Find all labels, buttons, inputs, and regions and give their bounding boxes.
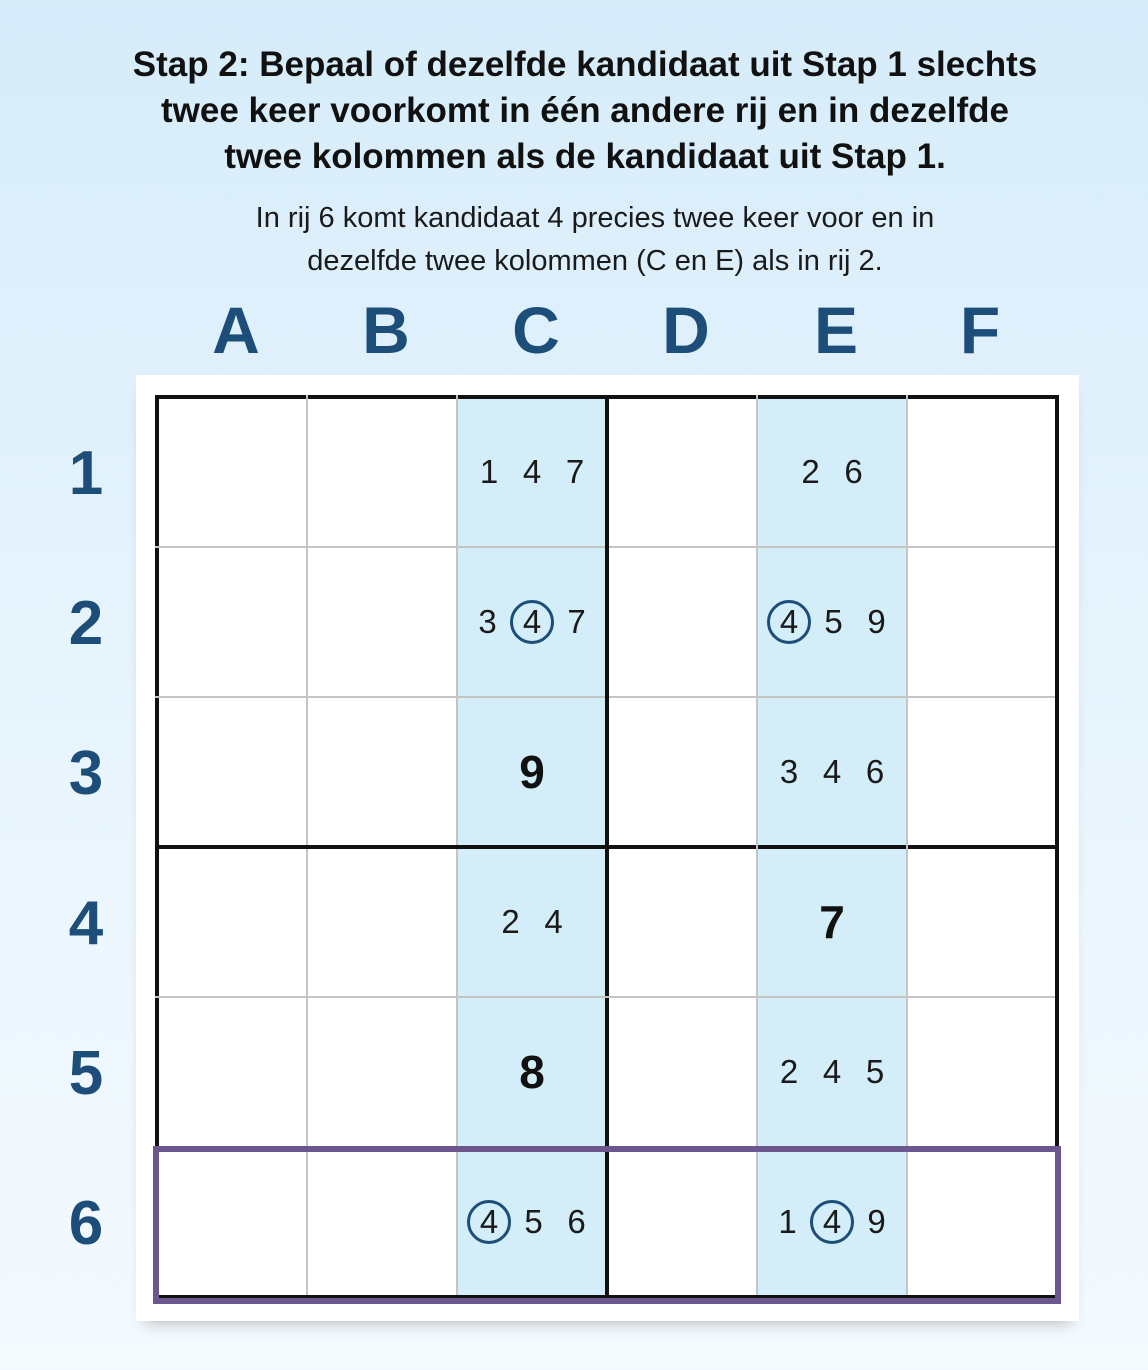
candidate: 7: [567, 603, 586, 640]
cell-e4[interactable]: [757, 847, 907, 997]
row-label-6: 6: [68, 1189, 104, 1258]
cell-d5[interactable]: [607, 997, 757, 1147]
given-digit: 8: [519, 1046, 545, 1098]
row-label-2: 2: [68, 589, 104, 658]
cell-b4[interactable]: [307, 847, 457, 997]
candidate: 5: [865, 1053, 885, 1090]
cell-d4[interactable]: [607, 847, 757, 997]
candidate: 4: [544, 903, 563, 940]
row-label-1: 1: [68, 439, 104, 508]
candidate-list: [468, 453, 597, 491]
row-6-highlight-frame: [153, 1146, 1061, 1304]
candidate: 4: [822, 753, 842, 790]
cell-e3[interactable]: [757, 697, 907, 847]
cell-a3[interactable]: [157, 697, 307, 847]
circled-candidate: 4: [467, 1200, 511, 1244]
box-border-horizontal: [155, 845, 1059, 849]
row-label-5: 5: [68, 1039, 104, 1108]
grid-line-horizontal: [155, 996, 1059, 998]
candidate: 9: [867, 1203, 886, 1240]
page-title: [40, 42, 1130, 180]
cell-f3[interactable]: [907, 697, 1057, 847]
cell-d1[interactable]: [607, 397, 757, 547]
explanation-line-1: In rij 6 komt kandidaat 4 precies twee keer voor en in: [255, 202, 935, 234]
candidate-list: [768, 1053, 897, 1091]
column-label-f: F: [959, 293, 1001, 367]
candidate: 2: [779, 1053, 799, 1090]
candidate: 6: [865, 753, 885, 790]
candidate: 5: [524, 1203, 543, 1240]
candidate: 7: [565, 453, 585, 490]
candidate: 1: [479, 453, 499, 490]
row-label-4: 4: [68, 889, 104, 958]
candidate: 2: [501, 903, 520, 940]
cell-a4[interactable]: [157, 847, 307, 997]
cell-c4[interactable]: [457, 847, 607, 997]
cell-f5[interactable]: [907, 997, 1057, 1147]
candidate: 3: [478, 603, 497, 640]
cell-c3[interactable]: [457, 697, 607, 847]
cell-a5[interactable]: [157, 997, 307, 1147]
given-digit: 9: [519, 746, 545, 798]
cell-b3[interactable]: [307, 697, 457, 847]
candidate: 9: [867, 603, 886, 640]
candidate: 6: [567, 1203, 586, 1240]
column-label-a: A: [212, 293, 260, 367]
candidate: 5: [824, 603, 843, 640]
title-line-1: Stap 2: Bepaal of dezelfde kandidaat uit Stap 1 slechts: [132, 45, 1038, 84]
cell-a2[interactable]: [157, 547, 307, 697]
cell-f2[interactable]: [907, 547, 1057, 697]
cell-c2[interactable]: [457, 547, 607, 697]
title-line-2: twee keer voorkomt in één andere rij en in dezelfde: [160, 91, 1010, 130]
title-line-3: twee kolommen als de kandidaat uit Stap 1.: [224, 137, 946, 176]
column-label-e: E: [813, 293, 859, 367]
candidate-list: [768, 753, 897, 791]
column-label-b: B: [362, 293, 410, 367]
candidate-list: [489, 903, 575, 941]
candidate-list: [789, 453, 875, 491]
cell-c5[interactable]: [457, 997, 607, 1147]
candidate: 2: [801, 453, 820, 490]
explanation-text: [40, 197, 1148, 283]
cell-b1[interactable]: [307, 397, 457, 547]
candidate: 3: [779, 753, 799, 790]
candidate: 6: [844, 453, 863, 490]
row-label-3: 3: [68, 739, 104, 808]
column-label-c: C: [512, 293, 560, 367]
candidate-list: [766, 600, 898, 644]
candidate-list: [466, 600, 598, 644]
cell-b5[interactable]: [307, 997, 457, 1147]
cell-f1[interactable]: [907, 397, 1057, 547]
cell-a1[interactable]: [157, 397, 307, 547]
candidate: 4: [822, 1053, 842, 1090]
candidate: 4: [522, 453, 542, 490]
circled-candidate: 4: [510, 600, 554, 644]
cell-e2[interactable]: [757, 547, 907, 697]
column-label-d: D: [662, 293, 710, 367]
cell-e1[interactable]: [757, 397, 907, 547]
candidate: 1: [778, 1203, 797, 1240]
explanation-line-2: dezelfde twee kolommen (C en E) als in rij 2.: [307, 245, 883, 277]
cell-f4[interactable]: [907, 847, 1057, 997]
cell-d3[interactable]: [607, 697, 757, 847]
cell-c1[interactable]: [457, 397, 607, 547]
circled-candidate: 4: [810, 1200, 854, 1244]
cell-b2[interactable]: [307, 547, 457, 697]
cell-d2[interactable]: [607, 547, 757, 697]
circled-candidate: 4: [767, 600, 811, 644]
given-digit: 7: [819, 896, 845, 948]
cell-e5[interactable]: [757, 997, 907, 1147]
